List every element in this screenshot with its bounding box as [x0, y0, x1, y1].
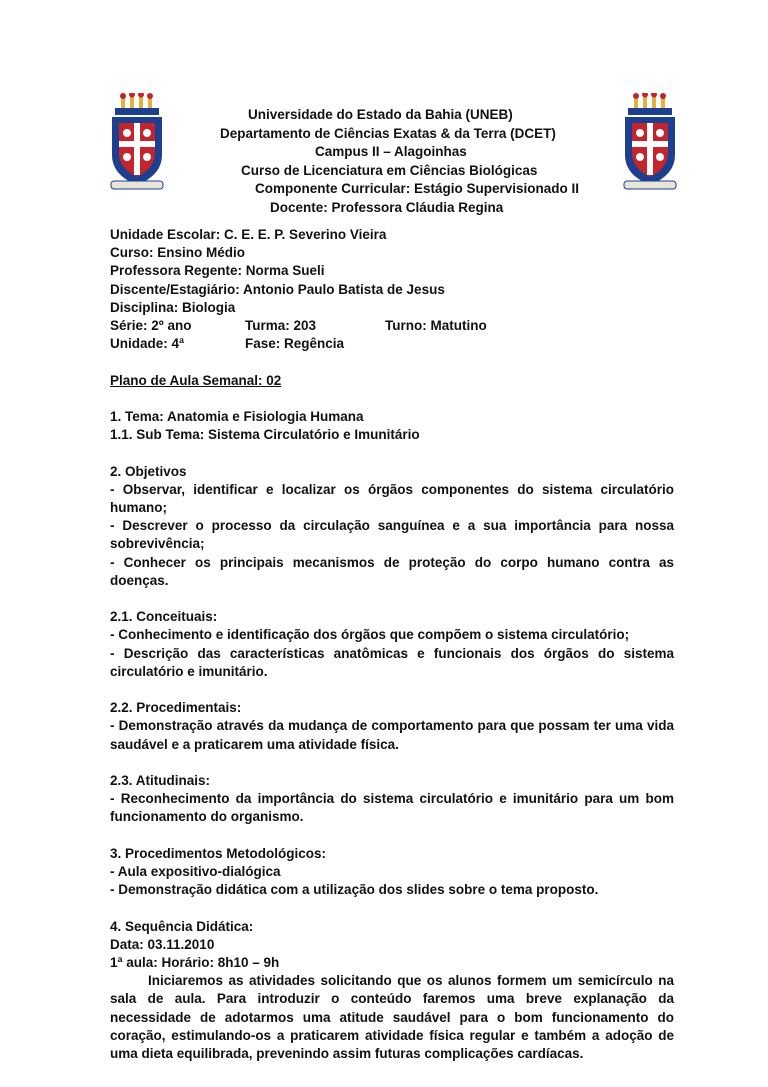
sequence-heading: 4. Sequência Didática:	[110, 918, 254, 934]
plan-title: Plano de Aula Semanal: 02	[110, 372, 282, 388]
procedural-item: - Demonstração através da mudança de comportamento para que possam ter uma vida saudável e a praticarem uma atividade física.	[110, 718, 674, 752]
student-intern: Discente/Estagiário: Antonio Paulo Batista de Jesus	[110, 281, 445, 297]
institution-header	[160, 106, 630, 217]
unit-row	[110, 335, 674, 353]
sequence-lesson-time: 1ª aula: Horário: 8h10 – 9h	[110, 955, 280, 970]
objectives-heading: 2. Objetivos	[110, 463, 187, 479]
objective-item: - Descrever o processo da circulação sanguínea e a sua importância para nossa sobrevivência;	[110, 518, 674, 552]
campus-name: Campus II – Alagoinhas	[315, 144, 467, 159]
attitudinal-heading: 2.3. Atitudinais:	[110, 773, 211, 788]
teacher-name: Docente: Professora Cláudia Regina	[270, 199, 504, 215]
conceptual-item: - Descrição das características anatômicas e funcionais dos órgãos do sistema circulatório e imunitário.	[110, 645, 674, 679]
attitudinal-item: - Reconhecimento da importância do sistema circulatório e imunitário para um bom funcionamento do organismo.	[110, 791, 674, 825]
phase: Fase: Regência	[245, 336, 345, 352]
objective-item: - Observar, identificar e localizar os órgãos componentes do sistema circulatório humano;	[110, 481, 674, 515]
conceptual-heading: 2.1. Conceituais:	[110, 609, 218, 625]
methodology-item: - Aula expositivo-dialógica	[110, 864, 281, 879]
department-name: Departamento de Ciências Exatas & da Terra (DCET)	[220, 125, 556, 141]
shift: Turno: Matutino	[385, 318, 487, 334]
sub-theme: 1.1. Sub Tema: Sistema Circulatório e Imunitário	[110, 427, 420, 443]
procedural-heading: 2.2. Procedimentais:	[110, 700, 242, 716]
conceptual-item: - Conhecimento e identificação dos órgãos que compõem o sistema circulatório;	[110, 627, 630, 643]
series-row	[110, 317, 674, 335]
regent-teacher: Professora Regente: Norma Sueli	[110, 263, 325, 279]
document-body	[110, 226, 674, 1063]
uneb-crest-logo-right	[620, 93, 680, 193]
curricular-component: Componente Curricular: Estágio Supervisionado II	[255, 181, 580, 196]
university-name: Universidade do Estado da Bahia (UNEB)	[248, 107, 513, 122]
school-unit: Unidade Escolar: C. E. E. P. Severino Vieira	[110, 227, 387, 242]
unit: Unidade: 4ª	[110, 336, 185, 352]
sequence-date: Data: 03.11.2010	[110, 936, 215, 952]
uneb-crest-logo-left	[107, 93, 167, 193]
discipline: Disciplina: Biologia	[110, 299, 236, 315]
methodology-heading: 3. Procedimentos Metodológicos:	[110, 845, 327, 861]
course-level: Curso: Ensino Médio	[110, 245, 245, 261]
methodology-item: - Demonstração didática com a utilização dos slides sobre o tema proposto.	[110, 882, 599, 898]
sequence-paragraph: Iniciaremos as atividades solicitando que os alunos formem um semicírculo na sala de aula. Para introduzir o conteúdo faremos uma breve explanação da necessidade de adotarmos uma atitude saudável para o bom funcionamento do coração, estimulando-os a praticarem atividade física regular e também a adoção de uma dieta equilibrada, prevenindo assim futuras complicações cardíacas.	[110, 973, 674, 1062]
theme: 1. Tema: Anatomia e Fisiologia Humana	[110, 409, 364, 424]
course-name: Curso de Licenciatura em Ciências Biológicas	[241, 162, 538, 178]
objective-item: - Conhecer os principais mecanismos de proteção do corpo humano contra as doenças.	[110, 554, 674, 588]
class-number: Turma: 203	[245, 318, 317, 334]
series: Série: 2º ano	[110, 318, 192, 334]
